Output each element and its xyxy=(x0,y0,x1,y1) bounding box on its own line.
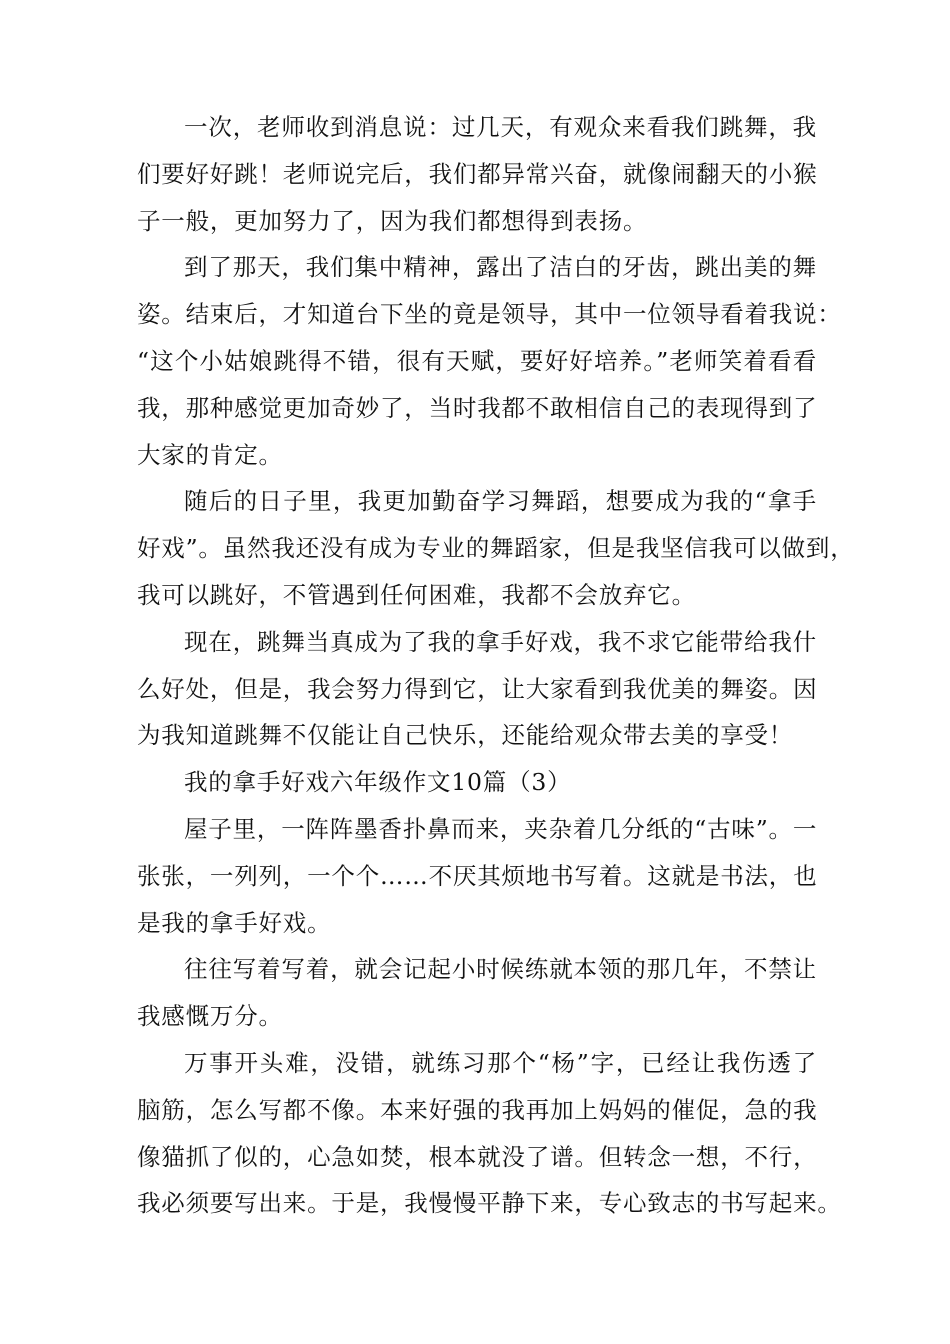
paragraph-line: “这个小姑娘跳得不错，很有天赋，要好好培养。”老师笑着看看 xyxy=(137,346,817,375)
paragraph-line: 现在，跳舞当真成为了我的拿手好戏，我不求它能带给我什 xyxy=(184,627,817,656)
paragraph-line: 一次，老师收到消息说：过几天，有观众来看我们跳舞，我 xyxy=(184,113,817,141)
paragraph-line: 随后的日子里，我更加勤奋学习舞蹈，想要成为我的“拿手 xyxy=(184,487,817,516)
paragraph-line: 我必须要写出来。于是，我慢慢平静下来，专心致志的书写起来。 xyxy=(137,1189,842,1218)
document-body xyxy=(137,104,855,1227)
paragraph-line: 为我知道跳舞不仅能让自己快乐，还能给观众带去美的享受！ xyxy=(137,721,794,750)
paragraph-line: 子一般，更加努力了，因为我们都想得到表扬。 xyxy=(137,206,648,235)
paragraph-5 xyxy=(137,806,817,946)
paragraph-line: 像猫抓了似的，心急如焚，根本就没了谱。但转念一想，不行， xyxy=(137,1142,818,1171)
paragraph-line: 张张，一列列，一个个……不厌其烦地书写着。这就是书法，也 xyxy=(137,861,818,890)
paragraph-line: 好戏”。虽然我还没有成为专业的舞蹈家，但是我坚信我可以做到， xyxy=(137,534,855,563)
paragraph-line: 屋子里，一阵阵墨香扑鼻而来，夹杂着几分纸的“古味”。一 xyxy=(184,814,818,843)
paragraph-3 xyxy=(137,478,855,618)
paragraph-line: 脑筋，怎么写都不像。本来好强的我再加上妈妈的催促，急的我 xyxy=(137,1095,818,1124)
paragraph-line: 我可以跳好，不管遇到任何困难，我都不会放弃它。 xyxy=(137,580,696,609)
paragraph-line: 么好处，但是，我会努力得到它，让大家看到我优美的舞姿。因 xyxy=(137,674,818,703)
paragraph-line: 万事开头难，没错，就练习那个“杨”字，已经让我伤透了 xyxy=(184,1048,817,1077)
paragraph-line: 往往写着写着，就会记起小时候练就本领的那几年，不禁让 xyxy=(184,955,817,984)
paragraph-1 xyxy=(137,104,817,244)
paragraph-line: 我，那种感觉更加奇妙了，当时我都不敢相信自己的表现得到了 xyxy=(137,393,818,422)
paragraph-line: 我感慨万分。 xyxy=(137,1002,283,1031)
paragraph-2 xyxy=(137,244,842,478)
paragraph-4 xyxy=(137,619,817,759)
paragraph-line: 大家的肯定。 xyxy=(137,440,283,469)
paragraph-line: 是我的拿手好戏。 xyxy=(137,908,332,937)
paragraph-6 xyxy=(137,946,817,1040)
paragraph-line: 们要好好跳！老师说完后，我们都异常兴奋，就像闹翻天的小猴 xyxy=(137,159,818,188)
paragraph-7 xyxy=(137,1040,842,1227)
paragraph-line: 到了那天，我们集中精神，露出了洁白的牙齿，跳出美的舞 xyxy=(184,253,817,282)
paragraph-line: 姿。结束后，才知道台下坐的竟是领导，其中一位领导看着我说： xyxy=(137,300,842,329)
section-title: 我的拿手好戏六年级作文10篇（3） xyxy=(184,768,572,797)
